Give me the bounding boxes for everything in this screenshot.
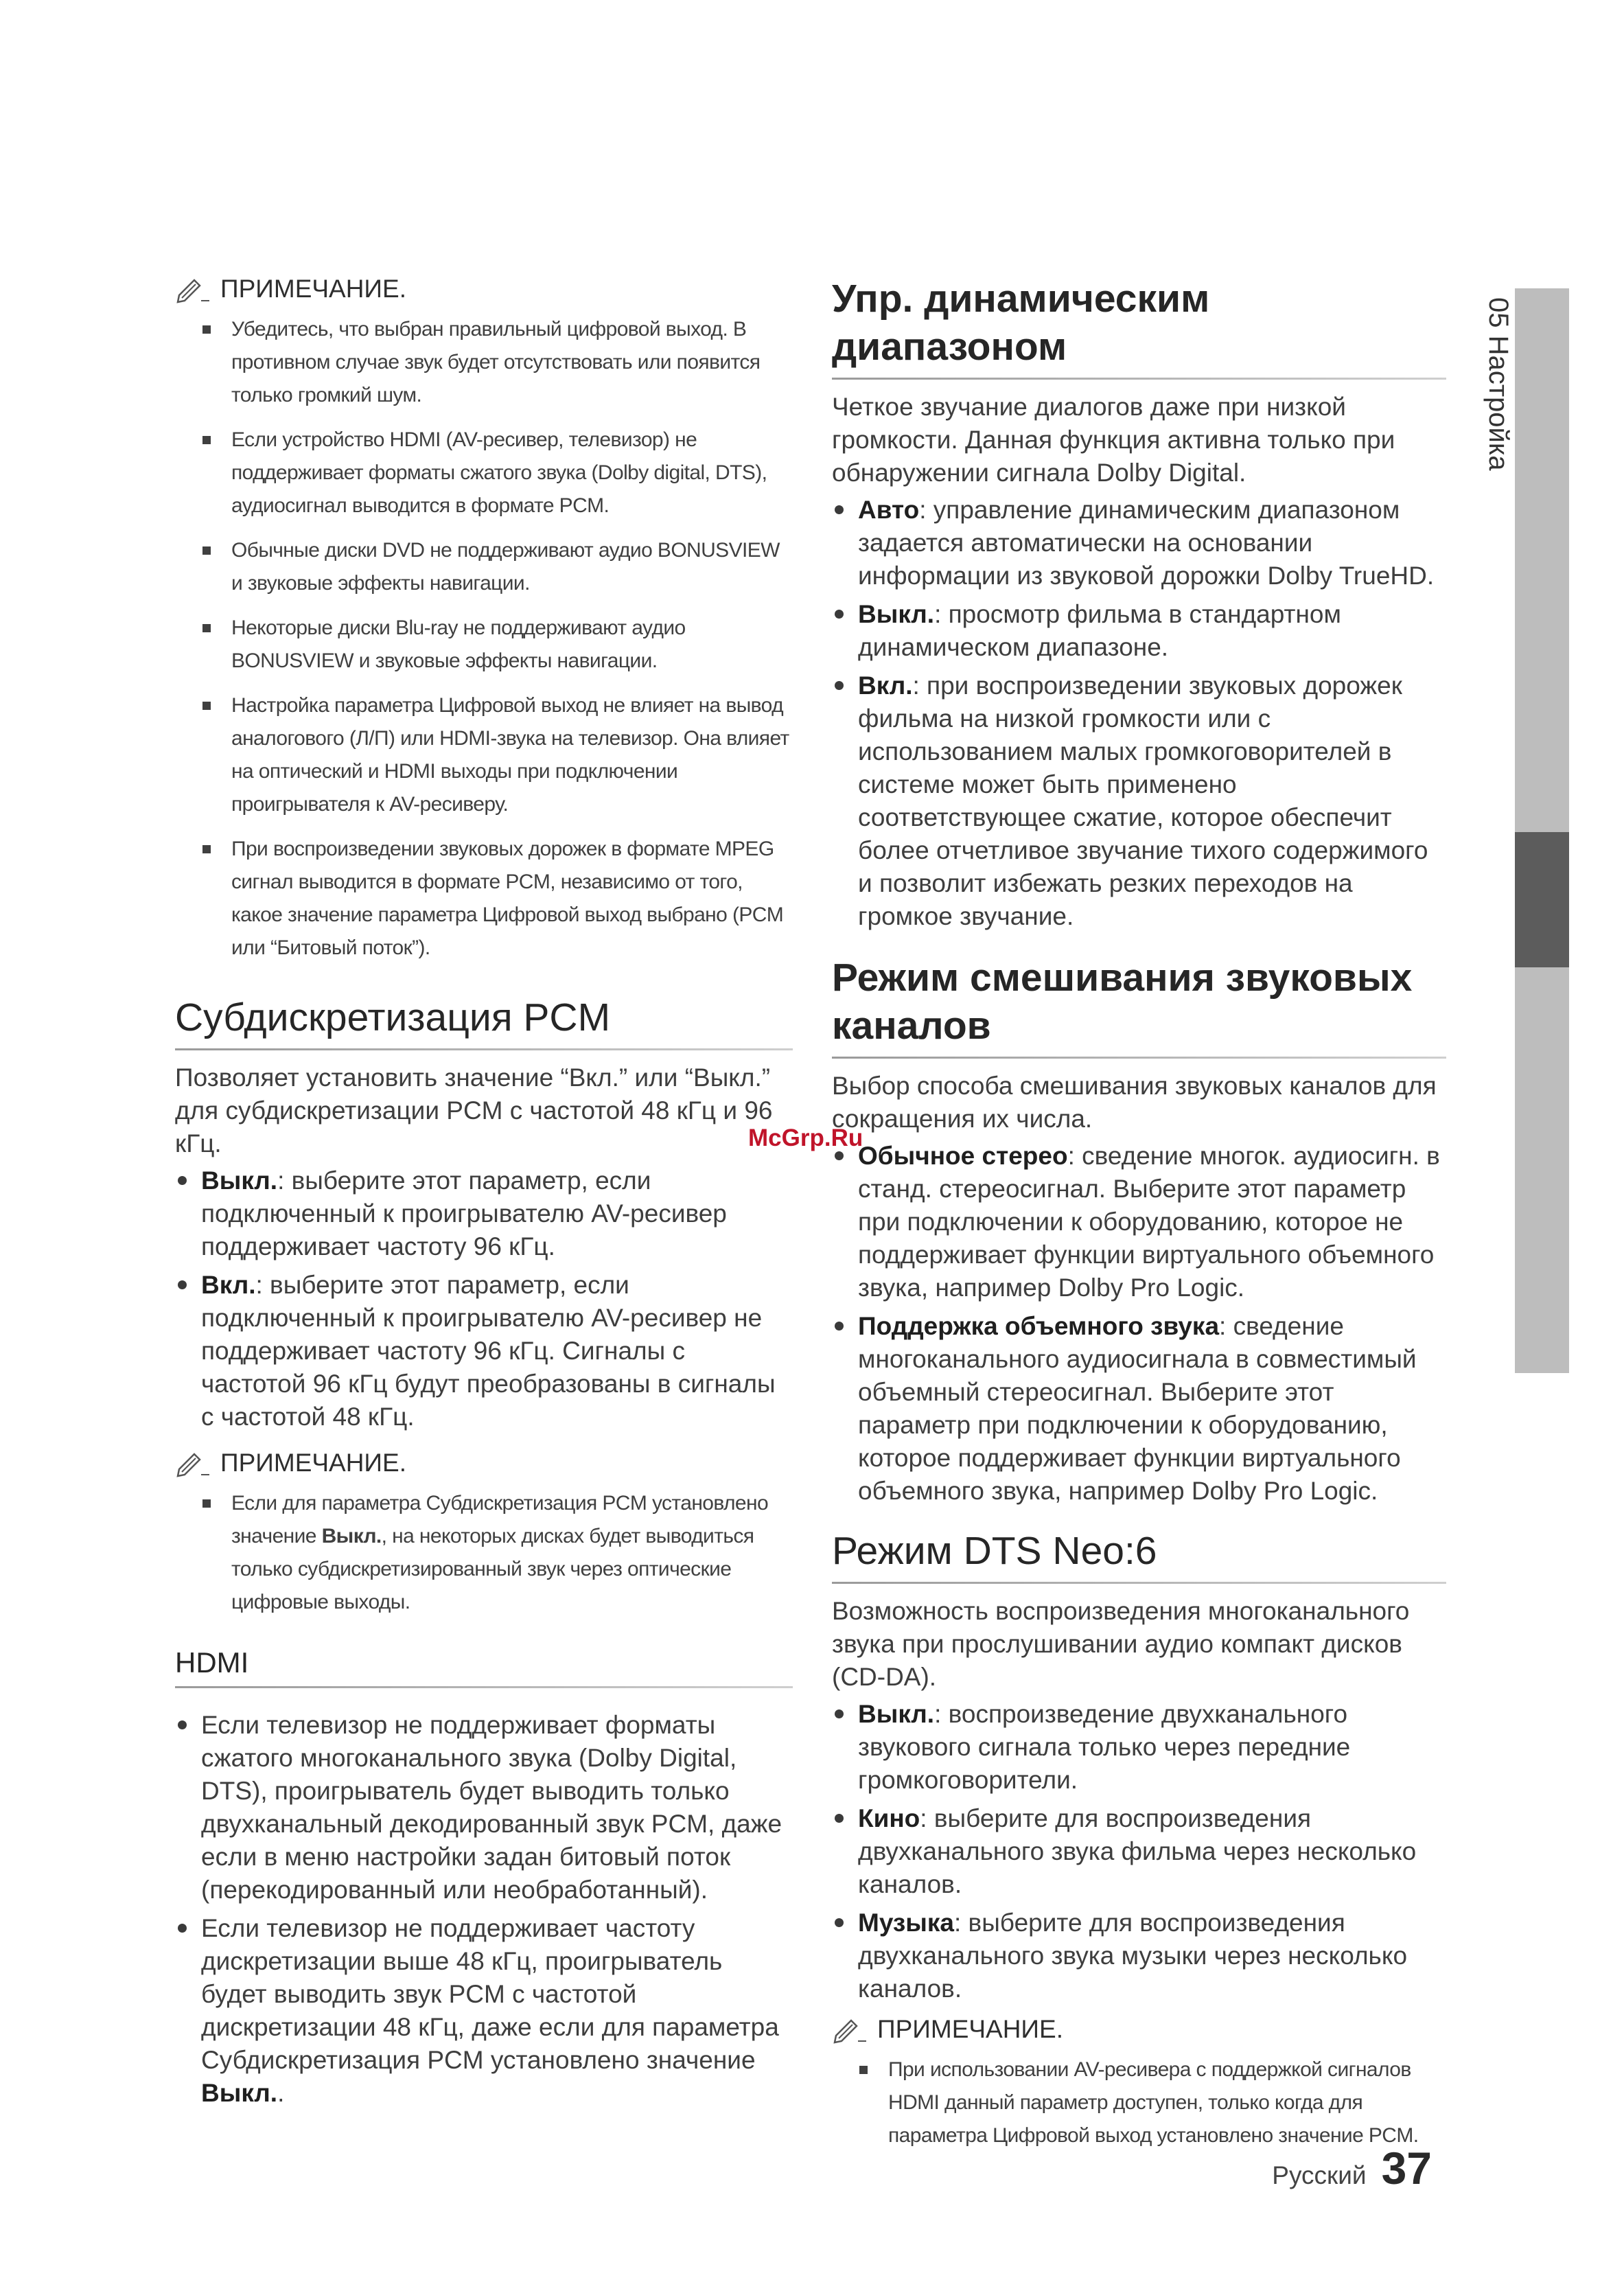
list-item: Кино: выберите для воспроизведения двухканального звука фильма через несколько каналов.: [858, 1802, 1446, 1901]
section-title: Режим DTS Neo:6: [832, 1529, 1157, 1573]
option-list: [175, 1164, 793, 1433]
hdmi-list: [175, 1709, 793, 2110]
section-title: Субдискретизация PCM: [175, 995, 611, 1039]
note-block-3: [832, 2015, 1446, 2152]
side-tab-marker: [1515, 832, 1569, 967]
section-drc: [832, 275, 1446, 933]
list-item: Если телевизор не поддерживает форматы сжатого многоканального звука (Dolby Digital, DTS), проигрыватель будет выводить только двухканальный декодированный звук PCM, даже если в меню настройки задан битовый поток (перекодированный или необработанный).: [201, 1709, 793, 1907]
section-pcm: [175, 993, 793, 1433]
pencil-note-icon: [175, 1449, 211, 1477]
page-footer: [1272, 2142, 1432, 2194]
option-label: Выкл.: [201, 1166, 278, 1195]
note-block-1: [175, 275, 793, 965]
section-hdmi: [175, 1646, 793, 2110]
section-intro: Возможность воспроизведения многоканального звука при прослушивании аудио компакт дисков (CD-DA).: [832, 1597, 1410, 1691]
section-intro: Четкое звучание диалогов даже при низкой громкости. Данная функция активна только при обнаружении сигнала Dolby Digital.: [832, 393, 1395, 487]
side-tab: [1515, 288, 1569, 1373]
list-item: Обычное стерео: сведение многок. аудиосигн. в станд. стереосигнал. Выберите этот параметр при подключении к оборудованию, которое не поддерживает функции виртуального объемного звука, например Dolby Pro Logic.: [858, 1140, 1446, 1304]
section-title: Упр. динамическим диапазоном: [832, 277, 1210, 369]
list-item: Если устройство HDMI (AV-ресивер, телевизор) не поддерживает форматы сжатого звука (Dolby digital, DTS), аудиосигнал выводится в формате PCM.: [231, 424, 793, 522]
section-intro: Позволяет установить значение “Вкл.” или “Выкл.” для субдискретизации PCM с частотой 48 кГц и 96 кГц.: [175, 1063, 773, 1158]
list-item: Обычные диски DVD не поддерживают аудио BONUSVIEW и звуковые эффекты навигации.: [231, 534, 793, 600]
list-item: Некоторые диски Blu-ray не поддерживают аудио BONUSVIEW и звуковые эффекты навигации.: [231, 612, 793, 678]
list-item: Если телевизор не поддерживает частоту дискретизации выше 48 кГц, проигрыватель будет выводить звук PCM с частотой дискретизации 48 кГц, даже если для параметра Субдискретизация PCM установлено значение Выкл..: [201, 1912, 793, 2110]
option-label: Вкл.: [201, 1271, 256, 1299]
option-list: [832, 1140, 1446, 1508]
list-item: Убедитесь, что выбран правильный цифровой выход. В противном случае звук будет отсутствовать или появится только громкий шум.: [231, 313, 793, 412]
note-list: [832, 2053, 1446, 2152]
list-item: [201, 1164, 793, 1263]
footer-language: Русский: [1272, 2161, 1367, 2189]
section-downmix: [832, 954, 1446, 1508]
left-column: [175, 275, 793, 2115]
note-title: ПРИМЕЧАНИЕ.: [877, 2015, 1063, 2043]
list-item: Музыка: выберите для воспроизведения двухканального звука музыки через несколько каналов.: [858, 1907, 1446, 2005]
list-item: При воспроизведении звуковых дорожек в формате MPEG сигнал выводится в формате PCM, независимо от того, какое значение параметра Цифровой выход выбрано (PCM или “Битовый поток”).: [231, 833, 793, 965]
note-list: [175, 313, 793, 965]
divider: [175, 1048, 793, 1050]
section-intro: Выбор способа смешивания звуковых каналов для сокращения их числа.: [832, 1072, 1437, 1133]
divider: [175, 1686, 793, 1688]
list-item: Настройка параметра Цифровой выход не влияет на вывод аналогового (Л/П) или HDMI-звука на телевизор. Она влияет на оптический и HDMI выходы при подключении проигрывателя к AV-ресиверу.: [231, 689, 793, 821]
option-list: [832, 1698, 1446, 2005]
option-list: [832, 494, 1446, 933]
side-tab-label: 05 Настройка: [1483, 297, 1513, 471]
divider: [832, 1582, 1446, 1584]
section-subtitle: HDMI: [175, 1646, 249, 1679]
option-text: : выберите этот параметр, если подключенный к проигрывателю AV-ресивер не поддерживает частоту 96 кГц. Сигналы с частотой 96 кГц будут преобразованы в сигналы с частотой 48 кГц.: [201, 1271, 776, 1431]
list-item: При использовании AV-ресивера с поддержкой сигналов HDMI данный параметр доступен, только когда для параметра Цифровой выход установлено значение PCM.: [888, 2053, 1446, 2152]
list-item: Вкл.: при воспроизведении звуковых дорожек фильма на низкой громкости или с использованием малых громкоговорителей в системе может быть применено соответствующее сжатие, которое обеспечит более отчетливое звучание тихого содержимого и позволит избежать резких переходов на громкое звучание.: [858, 669, 1446, 933]
list-item: [201, 1269, 793, 1433]
list-item: Если для параметра Субдискретизация PCM установлено значение Выкл., на некоторых дисках будет выводиться только субдискретизированный звук через оптические цифровые выходы.: [231, 1487, 793, 1619]
list-item: Авто: управление динамическим диапазоном задается автоматически на основании информации из звуковой дорожки Dolby TrueHD.: [858, 494, 1446, 592]
note-title: ПРИМЕЧАНИЕ.: [220, 275, 406, 303]
list-item: Поддержка объемного звука: сведение многоканального аудиосигнала в совместимый объемный стереосигнал. Выберите этот параметр при подключении к оборудованию, которое поддерживает функции виртуального объемного звука, например Dolby Pro Logic.: [858, 1310, 1446, 1508]
watermark: McGrp.Ru: [748, 1125, 863, 1151]
page-number: 37: [1381, 2143, 1432, 2193]
pencil-note-icon: [832, 2015, 868, 2044]
pencil-note-icon: [175, 275, 211, 303]
note-block-2: [175, 1449, 793, 1619]
right-column: [832, 275, 1446, 2164]
section-dts: [832, 1527, 1446, 2005]
option-text: : выберите этот параметр, если подключенный к проигрывателю AV-ресивер поддерживает частоту 96 кГц.: [201, 1166, 727, 1260]
list-item: Выкл.: просмотр фильма в стандартном динамическом диапазоне.: [858, 598, 1446, 664]
note-title: ПРИМЕЧАНИЕ.: [220, 1449, 406, 1477]
section-title: Режим смешивания звуковых каналов: [832, 956, 1413, 1048]
list-item: Выкл.: воспроизведение двухканального звукового сигнала только через передние громкоговорители.: [858, 1698, 1446, 1797]
divider: [832, 378, 1446, 380]
divider: [832, 1057, 1446, 1059]
note-list: [175, 1487, 793, 1619]
